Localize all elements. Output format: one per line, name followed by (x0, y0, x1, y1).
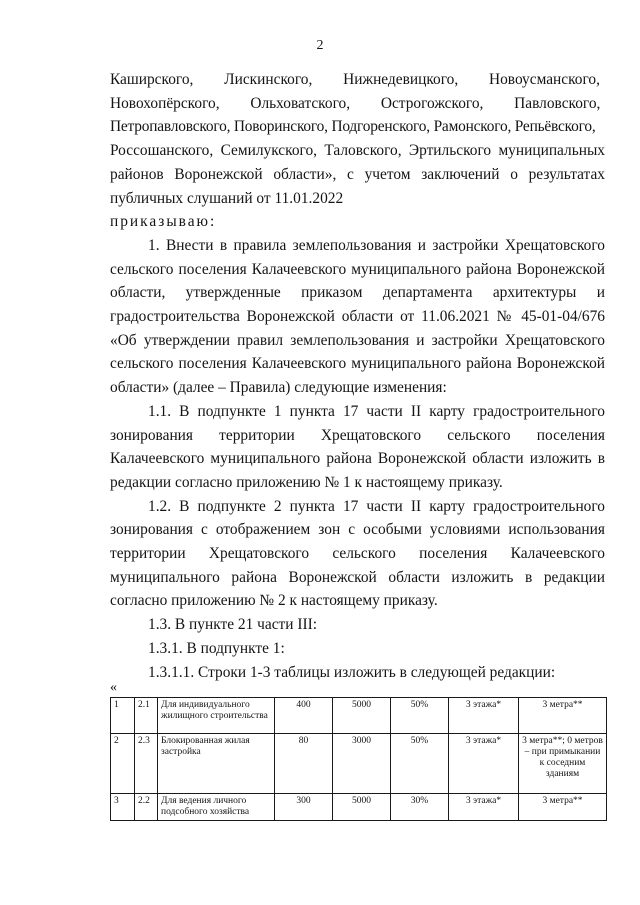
paragraph-item-1: 1. Внести в правила землепользования и застройки Хрещатовского сельского поселения Калачеевского муниципального района Воронежской области, утвержденные приказом департамента архитектуры и градостроительства Воронежской области от 11.06.2021 № 45-01-04/676 «Об утверждении правил землепользования и застройки Хрещатовского сельского поселения Калачеевского муниципального района Воронежской области» (далее – Правила) следующие изменения: (110, 236, 605, 397)
row-floors: 3 этажа* (449, 734, 519, 794)
paragraph-item-1-1: 1.1. В подпункте 1 пункта 17 части II карту градостроительного зонирования территории Хрещатовского сельского поселения Калачеевского муниципального района Воронежской области изложить в редакции согласно приложению № 1 к настоящему приказу. (110, 402, 605, 491)
row-name: Блокированная жилая застройка (158, 734, 275, 794)
paragraph-item-1-3-1: 1.3.1. В подпункте 1: (148, 639, 285, 657)
row-distance: 3 метра** (519, 698, 607, 734)
row-code: 2.1 (135, 698, 158, 734)
row-min-area: 400 (275, 698, 333, 734)
row-min-area: 300 (275, 794, 333, 821)
row-distance: 3 метра**; 0 метров – при примыкании к соседним зданиям (519, 734, 607, 794)
row-code: 2.2 (135, 794, 158, 821)
row-name: Для ведения личного подсобного хозяйства (158, 794, 275, 821)
page-number: 2 (316, 38, 324, 53)
row-percent: 50% (391, 698, 449, 734)
row-max-area: 5000 (333, 698, 391, 734)
paragraph: Россошанского, Семилукского, Таловского, Эртильского муниципальных районов Воронежской области», с учетом заключений о результатах публичных слушаний от 11.01.2022 (110, 142, 605, 207)
row-number: 3 (111, 794, 135, 821)
row-number: 1 (111, 698, 135, 734)
table-row (111, 734, 607, 794)
row-min-area: 80 (275, 734, 333, 794)
row-max-area: 5000 (333, 794, 391, 821)
row-percent: 50% (391, 734, 449, 794)
row-number: 2 (111, 734, 135, 794)
row-floors: 3 этажа* (449, 794, 519, 821)
paragraph-item-1-3-1-1: 1.3.1.1. Строки 1-3 таблицы изложить в следующей редакции: (148, 663, 556, 681)
zoning-table (110, 697, 607, 821)
document-body (110, 68, 605, 684)
row-name: Для индивидуального жилищного строительства (158, 698, 275, 734)
table-row (111, 794, 607, 821)
paragraph: Петропавловского, Поворинского, Подгоренского, Рамонского, Репьёвского, (110, 118, 596, 136)
row-max-area: 3000 (333, 734, 391, 794)
opening-quote: « (110, 680, 117, 695)
paragraph: Каширского, Лискинского, Нижнедевицкого, Новоусманского, (110, 71, 600, 88)
row-floors: 3 этажа* (449, 698, 519, 734)
row-percent: 30% (391, 794, 449, 821)
paragraph: Новохопёрского, Ольховатского, Острогожского, Павловского, (110, 94, 601, 112)
paragraph-item-1-3: 1.3. В пункте 21 части III: (148, 616, 317, 634)
paragraph-item-1-2: 1.2. В подпункте 2 пункта 17 части II карту градостроительного зонирования с отображением зон с особыми условиями использования территории Хрещатовского сельского поселения Калачеевского муниципального района Воронежской области изложить в редакции согласно приложению № 2 к настоящему приказу. (110, 497, 605, 610)
paragraph-order-word: приказываю: (110, 213, 217, 231)
row-code: 2.3 (135, 734, 158, 794)
table-row (111, 698, 607, 734)
row-distance: 3 метра** (519, 794, 607, 821)
